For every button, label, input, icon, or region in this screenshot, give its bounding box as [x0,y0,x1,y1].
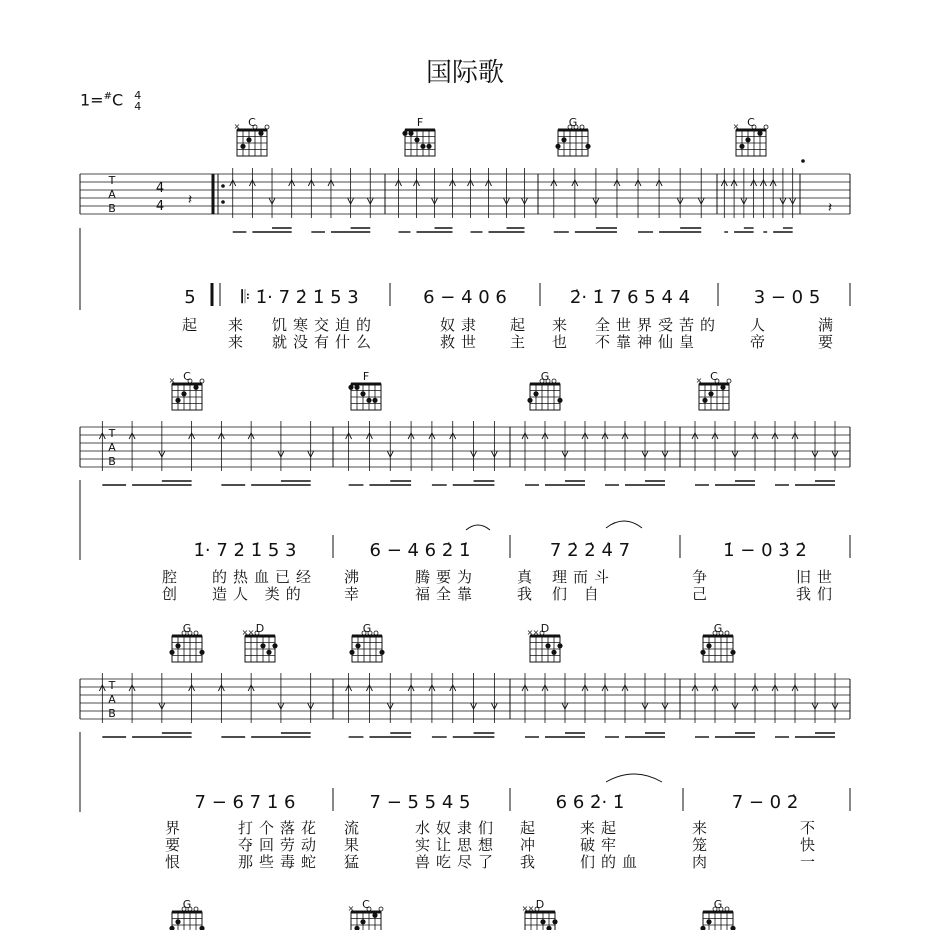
chord-dot [372,913,377,918]
notation-measure: 1̇· 7 2̇ 1̇ 5 3 [193,540,297,561]
lyric-word: 来起 [580,819,623,837]
chord-dot [199,650,204,655]
lyric-word: 不 [800,819,816,837]
chord-dot [420,144,425,149]
chord-dot [557,398,562,403]
lyric-word: 来 [228,333,244,351]
chord-dot [360,919,365,924]
chord-dot [708,391,713,396]
chord-dot [355,643,360,648]
chord-dot [745,137,750,142]
song-title: 国际歌 [425,58,504,88]
notation-measure: 7 − 5 5 4 5 [369,792,471,813]
chord-dot [175,919,180,924]
chord-open [552,379,556,383]
chord-dot [700,650,705,655]
chord-dot [240,144,245,149]
chord-dot [181,391,186,396]
lyric-word: 隶 [461,316,477,334]
lyric-word: 冲 [520,836,536,854]
chord-mute: × [233,122,241,131]
chord-name: C [248,116,256,129]
chord-dot [360,391,365,396]
chord-dot [349,650,354,655]
lyric-word: 己 [692,585,708,603]
lyric-word: 水奴隶们 [415,819,500,837]
lyric-word: 那些毒蛇 [238,853,323,871]
chord-dot [730,650,735,655]
chord-dot [379,650,384,655]
slur [606,521,642,528]
chord-name: C [710,370,718,383]
tab-rest: 𝄽 [827,200,833,216]
chord-dot [551,650,556,655]
notation-measure: 6 6 2̇· 1̇ [555,792,625,813]
chord-dot [706,643,711,648]
lyric-word: 旧世 [796,568,839,586]
lyric-word: 就没有什么 [272,333,378,351]
lyric-word: 理而斗 [552,568,616,586]
chord-name: D [540,622,550,635]
tab-rest: 𝄽 [187,192,193,208]
chord-mute: × [526,628,534,637]
chord-dot [354,385,359,390]
chord-dot [546,926,551,930]
notation-measure: 7 2̇ 2̇ 4̇ 7 [549,540,631,561]
chord-name: F [362,370,370,383]
chord-dot [585,144,590,149]
lyric-word: 来 [552,316,568,334]
lyric-word: 世 [461,333,477,351]
time-bottom: 4 [134,100,142,113]
chord-dot [402,131,407,136]
chord-dot [545,643,550,648]
chord-open [265,125,269,129]
lyric-word: 要 [818,333,834,351]
lyric-word: 真 [517,568,533,586]
lyric-word: 恨 [165,853,181,871]
chord-dot [730,926,735,930]
lyric-word: 人 [750,316,766,334]
notation-measure: 𝄆 1̇· 7 2̇ 1̇ 5 3 [241,287,359,308]
chord-open [379,907,383,911]
chord-dot [260,643,265,648]
tab-letter: A [108,693,116,706]
chord-dot [272,643,277,648]
tab-letter: A [108,188,116,201]
chord-open [764,125,768,129]
lyric-word: 也 [552,333,568,351]
chord-dot [552,919,557,924]
lyric-word: 造人 类的 [212,585,307,603]
chord-dot [527,398,532,403]
chord-dot [169,926,174,930]
lyric-word: 快 [800,836,816,854]
staccato-dot [801,159,805,163]
lyric-word: 笼 [692,836,708,854]
chord-dot [169,650,174,655]
lyric-word: 起 [510,316,526,334]
chord-dot [348,385,353,390]
lyric-word: 肉 [692,853,708,871]
notation-measure: 5 [184,287,196,308]
chord-dot [702,398,707,403]
lyric-word: 我 [517,585,533,603]
chord-dot [366,398,371,403]
chord-dot [557,643,562,648]
lyric-word: 来 [228,316,244,334]
notation-measure: 1̇ − 0 3̇ 2̇ [723,540,807,561]
slur [466,525,490,530]
chord-mute: × [532,628,540,637]
chord-dot [354,926,359,930]
chord-dot [266,650,271,655]
chord-dot [246,137,251,142]
chord-dot [757,131,762,136]
lyric-word: 沸 [344,568,360,586]
tab-letter: T [108,679,116,692]
chord-name: F [416,116,424,129]
lyric-word: 们的血 [580,853,644,871]
lyric-word: 实让思想 [415,836,500,854]
key-note: C [111,90,124,110]
key-sharp: # [103,91,112,103]
lyric-word: 帝 [750,333,766,351]
lyric-word: 争 [692,568,708,586]
chord-dot [414,137,419,142]
chord-mute: × [527,904,535,913]
chord-dot [700,926,705,930]
chord-name: C [183,370,191,383]
chord-name: G [713,622,723,635]
lyric-word: 兽吃尽了 [415,853,500,871]
chord-name: C [747,116,755,129]
lyric-word: 界 [165,819,181,837]
chord-dot [720,385,725,390]
lyric-word: 主 [510,333,526,351]
lyric-word: 要 [165,836,181,854]
tab-letter: T [108,427,116,440]
chord-mute: × [521,904,529,913]
chord-open [725,631,729,635]
chord-dot [426,144,431,149]
chord-open [580,125,584,129]
repeat-dot [221,200,225,204]
lyric-word: 福全靠 [415,585,479,603]
chord-dot [175,398,180,403]
chord-open [200,379,204,383]
lyric-word: 猛 [344,853,360,871]
chord-dot [193,385,198,390]
chord-name: G [713,898,723,911]
lyric-word: 来 [692,819,708,837]
chord-mute: × [347,904,355,913]
chord-name: C [362,898,370,911]
chord-dot [706,919,711,924]
chord-name: G [362,622,372,635]
chord-open [727,379,731,383]
lyric-word: 饥寒交迫的 [272,316,378,334]
lyric-word: 破牢 [580,836,623,854]
lyric-word: 腔 [162,568,178,586]
lyric-word: 幸 [344,585,360,603]
tab-letter: T [108,174,116,187]
lyric-word: 我们 [796,585,839,603]
lyric-word: 不靠神仙皇 [595,333,701,351]
notation-measure: 3 − 0 5 [753,287,821,308]
lyric-word: 起 [520,819,536,837]
chord-dot [258,131,263,136]
chord-mute: × [247,628,255,637]
chord-dot [533,391,538,396]
chord-dot [408,131,413,136]
lyric-word: 起 [182,316,198,334]
slur [606,774,662,782]
chord-name: G [568,116,578,129]
tab-letter: B [108,202,116,215]
tab-letter: B [108,455,116,468]
lyric-word: 们 自 [552,585,605,603]
chord-dot [372,398,377,403]
chord-open [194,907,198,911]
chord-dot [561,137,566,142]
chord-name: G [182,898,192,911]
lyric-word: 的热血已经 [212,568,318,586]
chord-dot [540,919,545,924]
lyric-word: 全世界受苦的 [595,316,722,334]
chord-name: G [540,370,550,383]
chord-mute: × [168,376,176,385]
chord-mute: × [695,376,703,385]
chord-name: G [182,622,192,635]
tab-time-top: 4 [155,181,165,196]
chord-name: D [255,622,265,635]
chord-mute: × [732,122,740,131]
lyric-word: 夺回劳动 [238,836,323,854]
lyric-word: 救 [440,333,456,351]
lyric-word: 创 [162,585,178,603]
chord-dot [739,144,744,149]
notation-measure: 6 − 4 6 2̇ 1̇ [369,540,471,561]
lyric-word: 打个落花 [238,819,323,837]
chord-open [725,907,729,911]
notation-measure: 7 − 0 2̇ [731,792,799,813]
notation-measure: 6 − 4 0 6 [423,287,507,308]
chord-mute: × [241,628,249,637]
chord-open [374,631,378,635]
lyric-word: 我 [520,853,536,871]
lyric-word: 腾要为 [415,568,479,586]
notation-measure: 2̇· 1̇ 7 6 5 4 4 [569,287,691,308]
repeat-dot [221,184,225,188]
key-prefix: 1= [80,90,104,110]
chord-dot [199,926,204,930]
time-top: 4 [134,89,142,102]
chord-dot [555,144,560,149]
lyric-word: 流 [344,819,360,837]
lyric-word: 果 [344,836,360,854]
tab-letter: A [108,441,116,454]
chord-dot [175,643,180,648]
notation-measure: 7 − 6 7 1̇ 6 [194,792,296,813]
lyric-word: 奴 [440,316,456,334]
lyric-word: 一 [800,853,816,871]
tab-letter: B [108,707,116,720]
chord-open [194,631,198,635]
lyric-word: 满 [818,316,834,334]
chord-name: D [535,898,545,911]
tab-time-bottom: 4 [155,199,165,214]
